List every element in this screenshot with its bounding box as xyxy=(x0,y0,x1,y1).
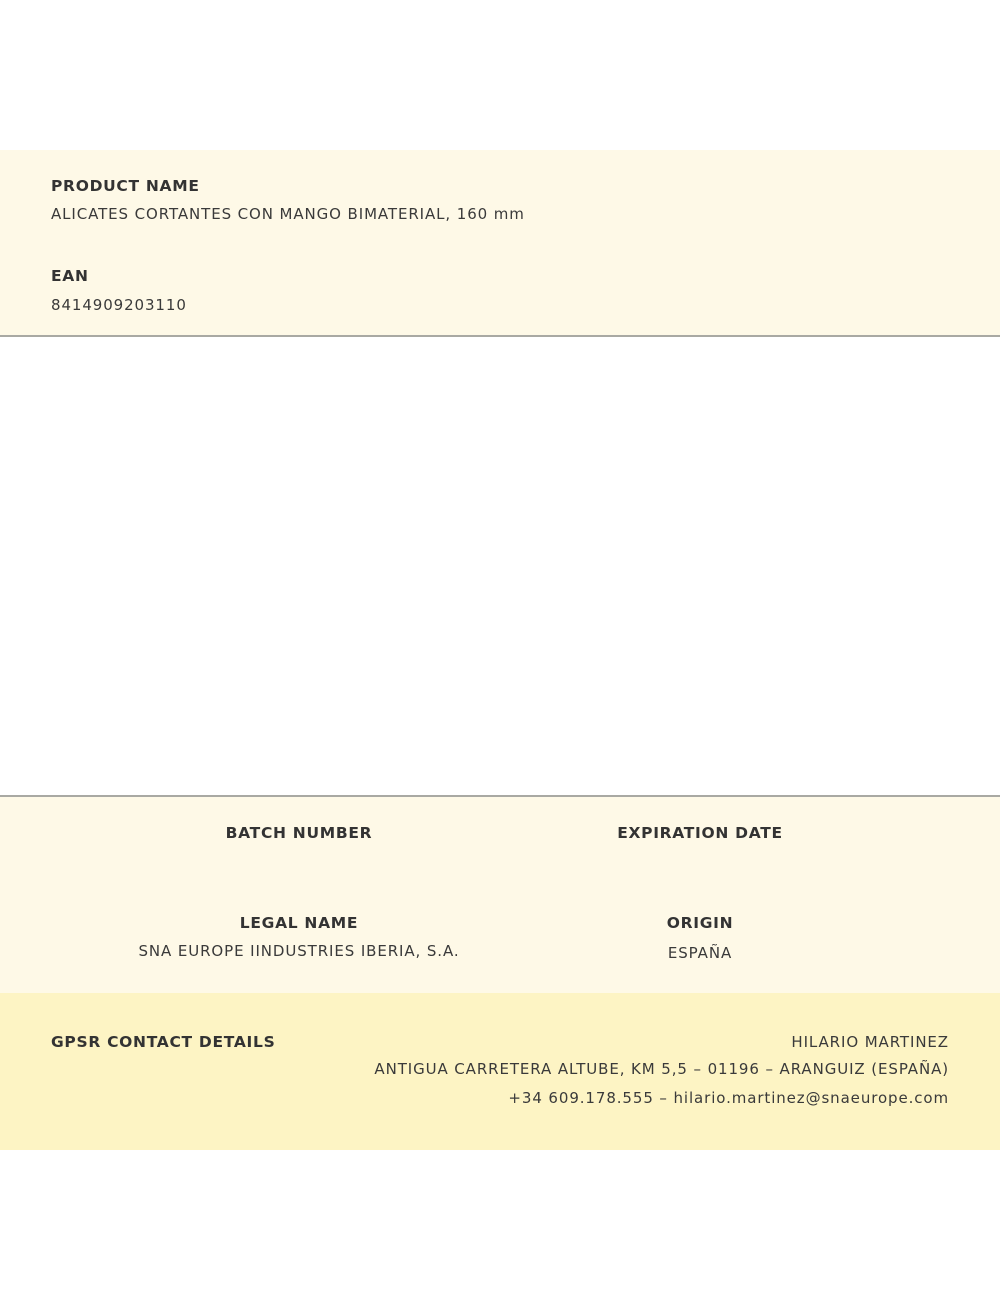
batch-details-section xyxy=(0,795,1000,995)
origin-label: ORIGIN xyxy=(666,914,734,932)
product-info-section xyxy=(0,150,1000,337)
legal-name-label: LEGAL NAME xyxy=(239,914,359,932)
origin-value: ESPAÑA xyxy=(667,944,733,962)
gpsr-contact-label: GPSR CONTACT DETAILS xyxy=(51,1033,276,1051)
product-name-value: ALICATES CORTANTES CON MANGO BIMATERIAL, 160 mm xyxy=(51,205,525,223)
legal-name-value: SNA EUROPE IINDUSTRIES IBERIA, S.A. xyxy=(138,942,460,960)
contact-address: ANTIGUA CARRETERA ALTUBE, KM 5,5 – 01196 – ARANGUIZ (ESPAÑA) xyxy=(374,1060,949,1078)
gpsr-contact-section xyxy=(0,993,1000,1150)
ean-label: EAN xyxy=(51,267,89,285)
expiration-date-label: EXPIRATION DATE xyxy=(617,824,783,842)
product-name-label: PRODUCT NAME xyxy=(51,177,200,195)
batch-number-label: BATCH NUMBER xyxy=(225,824,373,842)
contact-phone-email: +34 609.178.555 – hilario.martinez@snaeurope.com xyxy=(508,1089,949,1107)
contact-name: HILARIO MARTINEZ xyxy=(791,1033,949,1051)
ean-value: 8414909203110 xyxy=(51,296,187,314)
